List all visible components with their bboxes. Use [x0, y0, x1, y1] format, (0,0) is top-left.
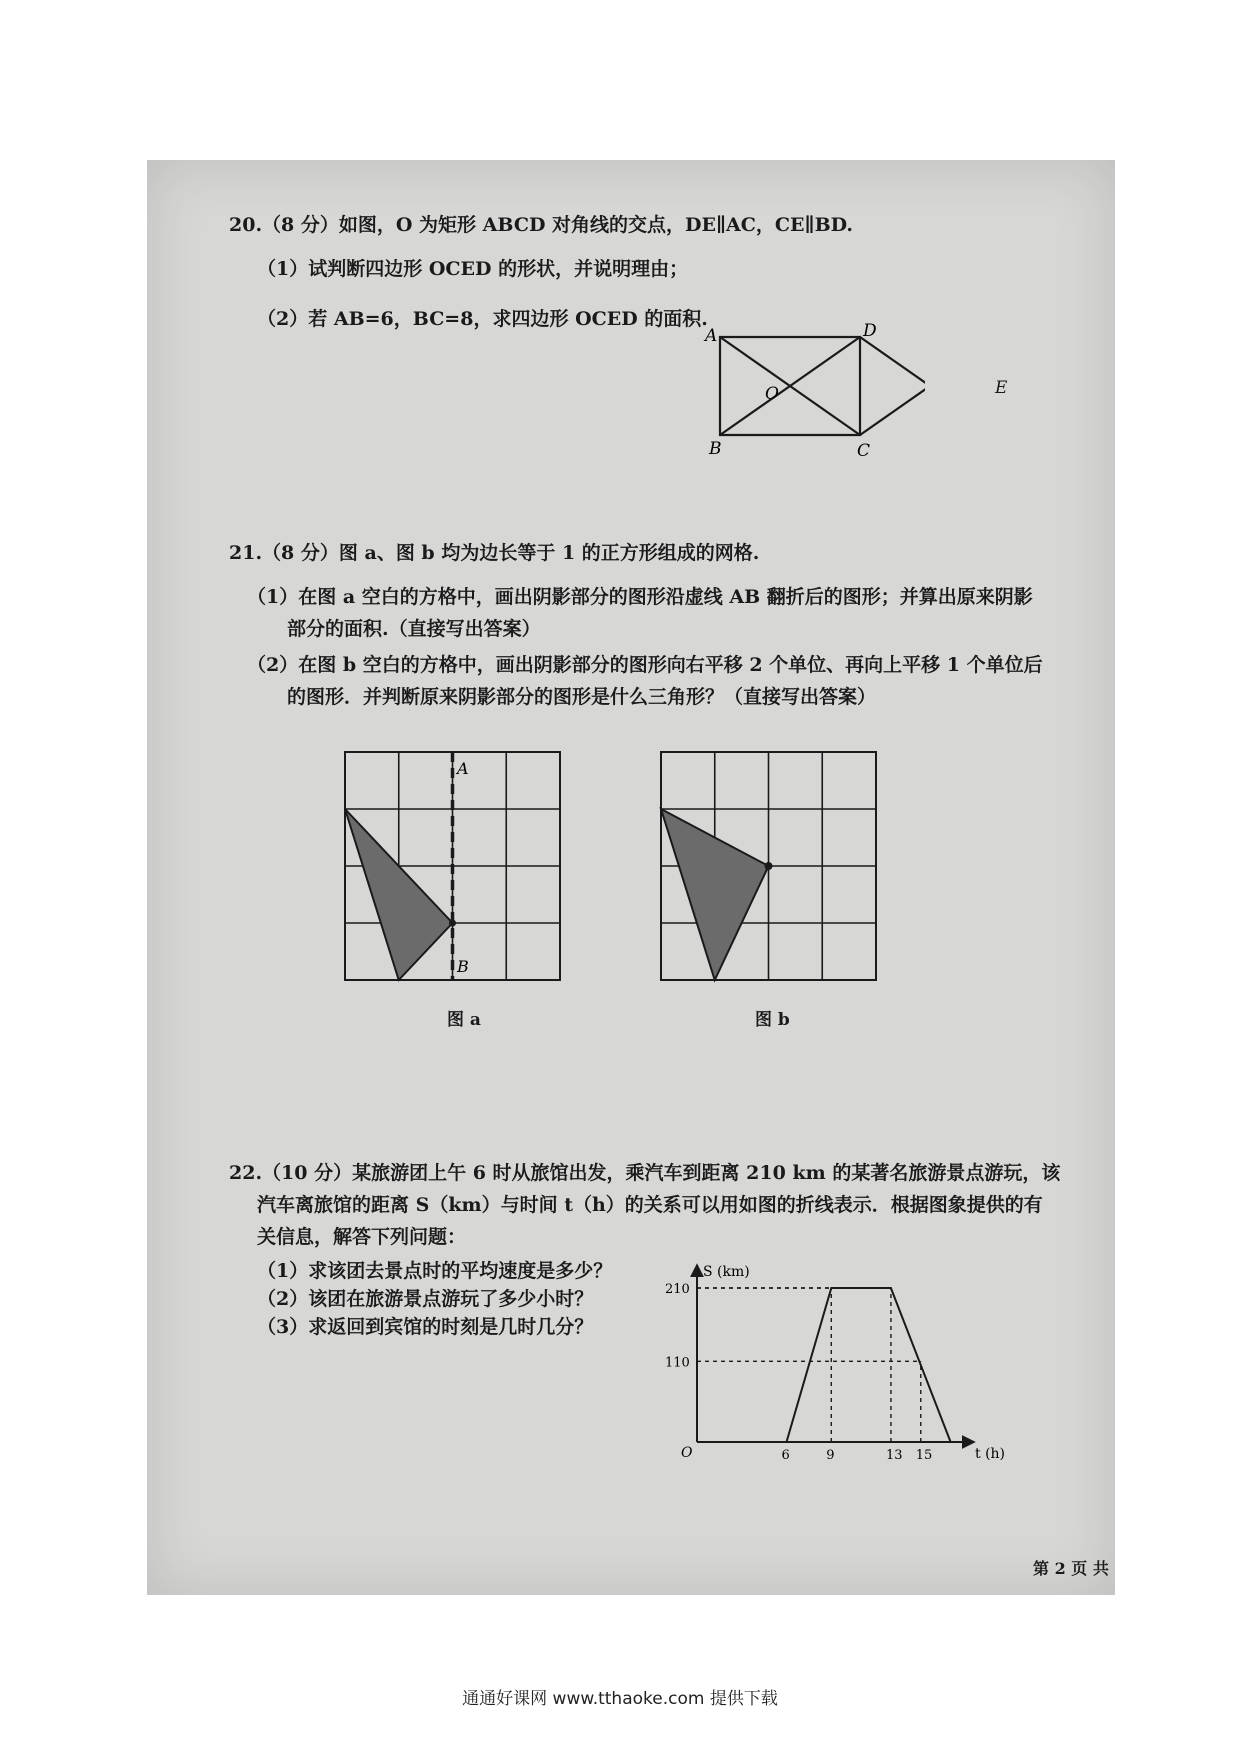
q20-label-d: D: [863, 322, 877, 341]
q20-part2: （2）若 AB=6，BC=8，求四边形 OCED 的面积.: [257, 308, 708, 330]
page-number: 第 2 页 共: [1033, 1559, 1109, 1578]
chart-x-tick-label: 6: [781, 1448, 790, 1460]
q21-part2-line2: 的图形．并判断原来阴影部分的图形是什么三角形？（直接写出答案）: [287, 686, 877, 708]
chart-x-label: t (h): [975, 1446, 1006, 1460]
q20-label-b: B: [709, 439, 722, 459]
q20-rectangle-figure: [685, 322, 925, 472]
q21-grid-figure-b: [659, 750, 884, 990]
q22-line2: 汽车离旅馆的距离 S（km）与时间 t（h）的关系可以用如图的折线表示．根据图象提供的有: [257, 1194, 1043, 1216]
chart-x-tick-label: 9: [826, 1448, 835, 1460]
footer-download-notice: 通通好课网 www.tthaoke.com 提供下载: [462, 1689, 778, 1709]
q21a-label-a: A: [457, 759, 469, 778]
chart-series-line: [787, 1288, 951, 1442]
q21a-label-b: B: [457, 957, 469, 976]
q21-grid-figure-a: [343, 750, 588, 1000]
q21-fig-b-caption: 图 b: [755, 1010, 790, 1030]
chart-y-tick-label: 210: [665, 1282, 690, 1297]
chart-y-label: S (km): [703, 1264, 750, 1280]
q22-part3: （3）求返回到宾馆的时刻是几时几分？: [257, 1316, 594, 1338]
q20-label-c: C: [857, 441, 871, 461]
chart-y-tick-label: 110: [665, 1355, 690, 1371]
q21-part1-line2: 部分的面积.（直接写出答案）: [287, 618, 541, 640]
q21-title: 21.（8 分）图 a、图 b 均为边长等于 1 的正方形组成的网格.: [229, 542, 760, 564]
exam-paper: [147, 160, 1115, 1595]
chart-x-tick-label: 15: [915, 1448, 933, 1460]
q20-label-o: O: [765, 384, 779, 404]
q20-label-e: E: [995, 378, 1008, 398]
chart-x-tick-label: 13: [885, 1448, 903, 1460]
q22-part1: （1）求该团去景点时的平均速度是多少？: [257, 1260, 613, 1282]
q22-line1: 22.（10 分）某旅游团上午 6 时从旅馆出发，乘汽车到距离 210 km 的某著名旅游景点游玩，该: [229, 1162, 1061, 1184]
q22-part2: （2）该团在旅游景点游玩了多少小时？: [257, 1288, 594, 1310]
q21-part2-line1: （2）在图 b 空白的方格中，画出阴影部分的图形向右平移 2 个单位、再向上平移 1 个单位后: [247, 654, 1043, 676]
q21-part1-line1: （1）在图 a 空白的方格中，画出阴影部分的图形沿虚线 AB 翻折后的图形；并算出原来阴影: [247, 586, 1033, 608]
q20-title: 20.（8 分）如图，O 为矩形 ABCD 对角线的交点，DE∥AC，CE∥BD.: [229, 214, 854, 236]
q22-distance-time-chart: [637, 1260, 1017, 1460]
chart-origin-label: O: [681, 1445, 693, 1460]
q21-fig-a-caption: 图 a: [447, 1010, 481, 1030]
q20-part1: （1）试判断四边形 OCED 的形状，并说明理由；: [257, 258, 689, 280]
q20-label-a: A: [705, 326, 718, 346]
q22-line3: 关信息，解答下列问题：: [257, 1226, 467, 1248]
